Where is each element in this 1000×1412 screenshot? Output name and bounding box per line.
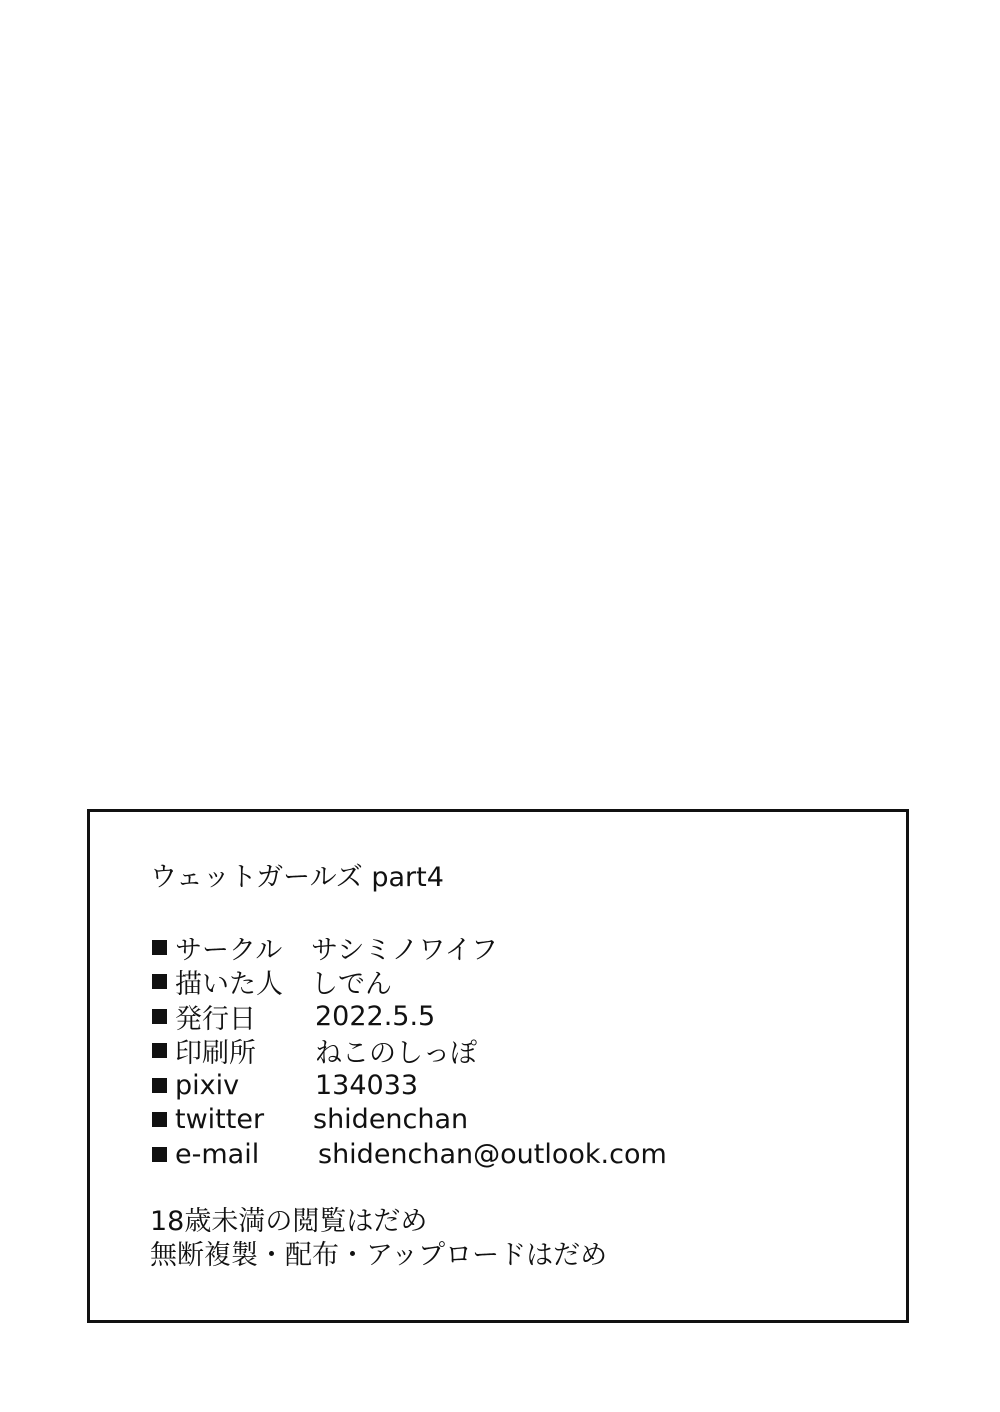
- square-bullet-icon: [152, 1009, 167, 1024]
- book-title: ウェットガールズ part4: [150, 862, 444, 893]
- square-bullet-icon: [152, 1043, 167, 1058]
- info-label: pixiv: [175, 1069, 240, 1101]
- info-label: 印刷所: [175, 1038, 256, 1070]
- info-row-printer: [152, 1034, 667, 1069]
- info-value: 2022.5.5: [315, 1000, 436, 1032]
- info-row-email: [152, 1137, 667, 1172]
- info-row-twitter: [152, 1103, 667, 1138]
- info-label: サークル: [175, 934, 283, 966]
- notice-age-restriction: 18歳未満の閲覧はだめ: [150, 1206, 428, 1237]
- colophon-box: [87, 809, 909, 1323]
- info-value: shidenchan: [313, 1104, 469, 1136]
- info-label: 描いた人: [175, 969, 283, 1001]
- info-value: ねこのしっぽ: [315, 1038, 477, 1070]
- info-row-circle: [152, 930, 667, 965]
- square-bullet-icon: [152, 974, 167, 989]
- notices: [150, 1205, 607, 1273]
- info-row-release-date: [152, 999, 667, 1034]
- square-bullet-icon: [152, 1078, 167, 1093]
- info-value: 134033: [315, 1069, 419, 1101]
- info-label: 発行日: [175, 1003, 256, 1035]
- info-value: サシミノワイフ: [311, 934, 498, 966]
- info-label: twitter: [175, 1104, 265, 1136]
- notice-no-redistribution: 無断複製・配布・アップロードはだめ: [150, 1240, 608, 1271]
- square-bullet-icon: [152, 1147, 167, 1162]
- info-label: e-mail: [175, 1138, 260, 1170]
- info-value: しでん: [311, 969, 392, 1001]
- info-row-pixiv: [152, 1068, 667, 1103]
- info-row-artist: [152, 965, 667, 1000]
- square-bullet-icon: [152, 940, 167, 955]
- info-value: shidenchan@outlook.com: [318, 1138, 667, 1170]
- colophon-info-list: [152, 930, 667, 1172]
- square-bullet-icon: [152, 1112, 167, 1127]
